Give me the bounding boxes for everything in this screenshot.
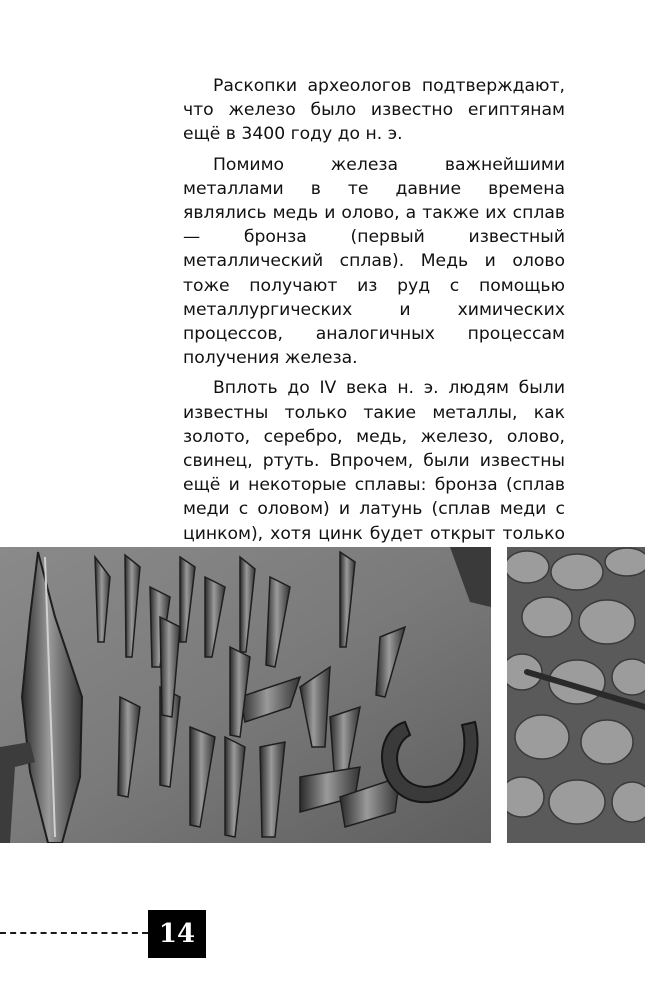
paragraph-3: Вплоть до IV века н. э. людям были известны только такие металлы, как золото, серебро, медь, железо, олово, свинец, ртуть. Впрочем, были известны ещё и некоторые сплавы: бронза (сплав меди с оловом) и латунь (сплав меди с цинком), хотя цинк будет открыт только xyxy=(183,378,565,544)
paragraph-2: Помимо железа важнейшими металлами в те давние времена являлись медь и олово, а также их сплав — бронза (первый известный металлический сплав). Медь и олово тоже получают из руд с помощью металлургических и химических процессов, аналогичных процессам получения железа. xyxy=(183,154,565,369)
soil-photo xyxy=(507,547,645,843)
artifacts-photo xyxy=(0,547,491,843)
body-text xyxy=(183,74,565,576)
page-number: 14 xyxy=(148,910,206,958)
paragraph-1: Раскопки археологов подтверждают, что железо было известно египтянам ещё в 3400 году до н. э. xyxy=(183,76,565,145)
footer-dashed-line xyxy=(0,932,148,934)
